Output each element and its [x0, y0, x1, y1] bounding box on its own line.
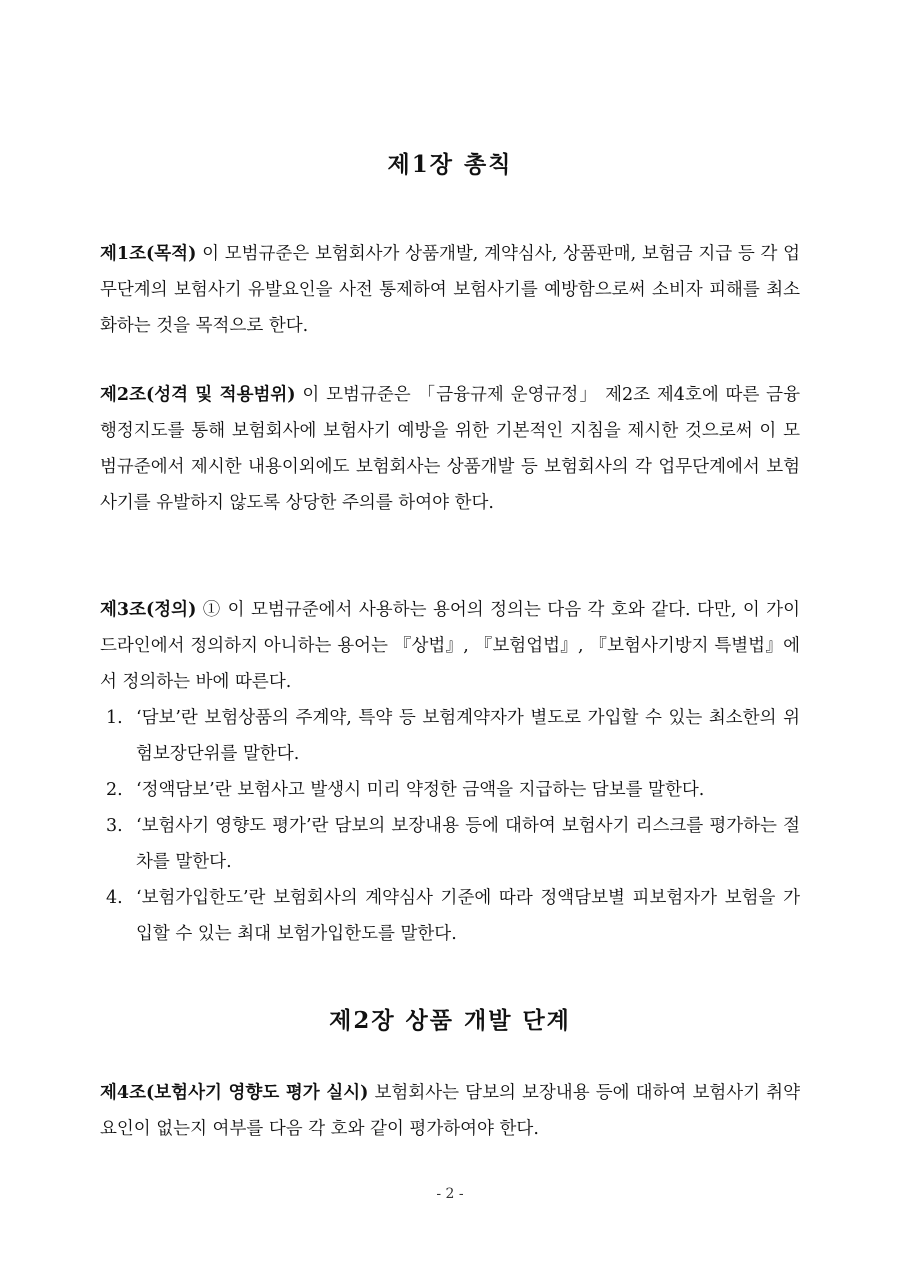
chapter-2-title: 제2장 상품 개발 단계 — [329, 1007, 571, 1034]
article-3 — [100, 592, 800, 700]
list-item-number: 4. — [106, 888, 123, 908]
article-1-title: 제1조(목적) — [100, 244, 197, 264]
list-item-text: ‘보험사기 영향도 평가’란 담보의 보장내용 등에 대하여 보험사기 리스크를 평가하는 절차를 말한다. — [136, 816, 800, 872]
article-1-body: 이 모범규준은 보험회사가 상품개발, 계약심사, 상품판매, 보험금 지급 등 각 업무단계의 보험사기 유발요인을 사전 통제하여 보험사기를 예방함으로써 소비자 피해를 최소화하는 것을 목적으로 한다. — [100, 244, 800, 336]
article-4-body: 보험회사는 담보의 보장내용 등에 대하여 보험사기 취약요인이 없는지 여부를 다음 각 호와 같이 평가하여야 한다. — [100, 1083, 800, 1139]
article-1 — [100, 236, 800, 344]
definition-list — [100, 700, 800, 952]
article-4-title: 제4조(보험사기 영향도 평가 실시) — [100, 1083, 369, 1103]
list-item — [100, 700, 800, 772]
article-2-title: 제2조(성격 및 적용범위) — [100, 385, 296, 405]
article-3-title: 제3조(정의) — [100, 600, 197, 620]
list-item-text: ‘담보’란 보험상품의 주계약, 특약 등 보험계약자가 별도로 가입할 수 있는 최소한의 위험보장단위를 말한다. — [136, 708, 800, 764]
article-4 — [100, 1075, 800, 1147]
article-3-body: ① 이 모범규준에서 사용하는 용어의 정의는 다음 각 호와 같다. 다만, 이 가이드라인에서 정의하지 아니하는 용어는 『상법』, 『보험업법』, 『보험사기방지 특별법』에서 정의하는 바에 따른다. — [100, 600, 800, 692]
article-2 — [100, 377, 800, 521]
list-item-number: 3. — [106, 816, 123, 836]
list-item — [100, 808, 800, 880]
list-item-number: 2. — [106, 780, 123, 800]
list-item-text: ‘정액담보’란 보험사고 발생시 미리 약정한 금액을 지급하는 담보를 말한다. — [136, 780, 705, 800]
list-item-text: ‘보험가입한도’란 보험회사의 계약심사 기준에 따라 정액담보별 피보험자가 보험을 가입할 수 있는 최대 보험가입한도를 말한다. — [136, 888, 800, 944]
chapter-1-title: 제1장 총칙 — [387, 151, 513, 178]
list-item — [100, 772, 800, 808]
list-item-number: 1. — [106, 708, 123, 728]
article-2-body: 이 모범규준은 「금융규제 운영규정」 제2조 제4호에 따른 금융행정지도를 통해 보험회사에 보험사기 예방을 위한 기본적인 지침을 제시한 것으로써 이 모범규준에서 제시한 내용이외에도 보험회사는 상품개발 등 보험회사의 각 업무단계에서 보험사기를 유발하지 않도록 상당한 주의를 하여야 한다. — [100, 385, 800, 513]
page-number: - 2 - — [436, 1186, 464, 1202]
list-item — [100, 880, 800, 952]
